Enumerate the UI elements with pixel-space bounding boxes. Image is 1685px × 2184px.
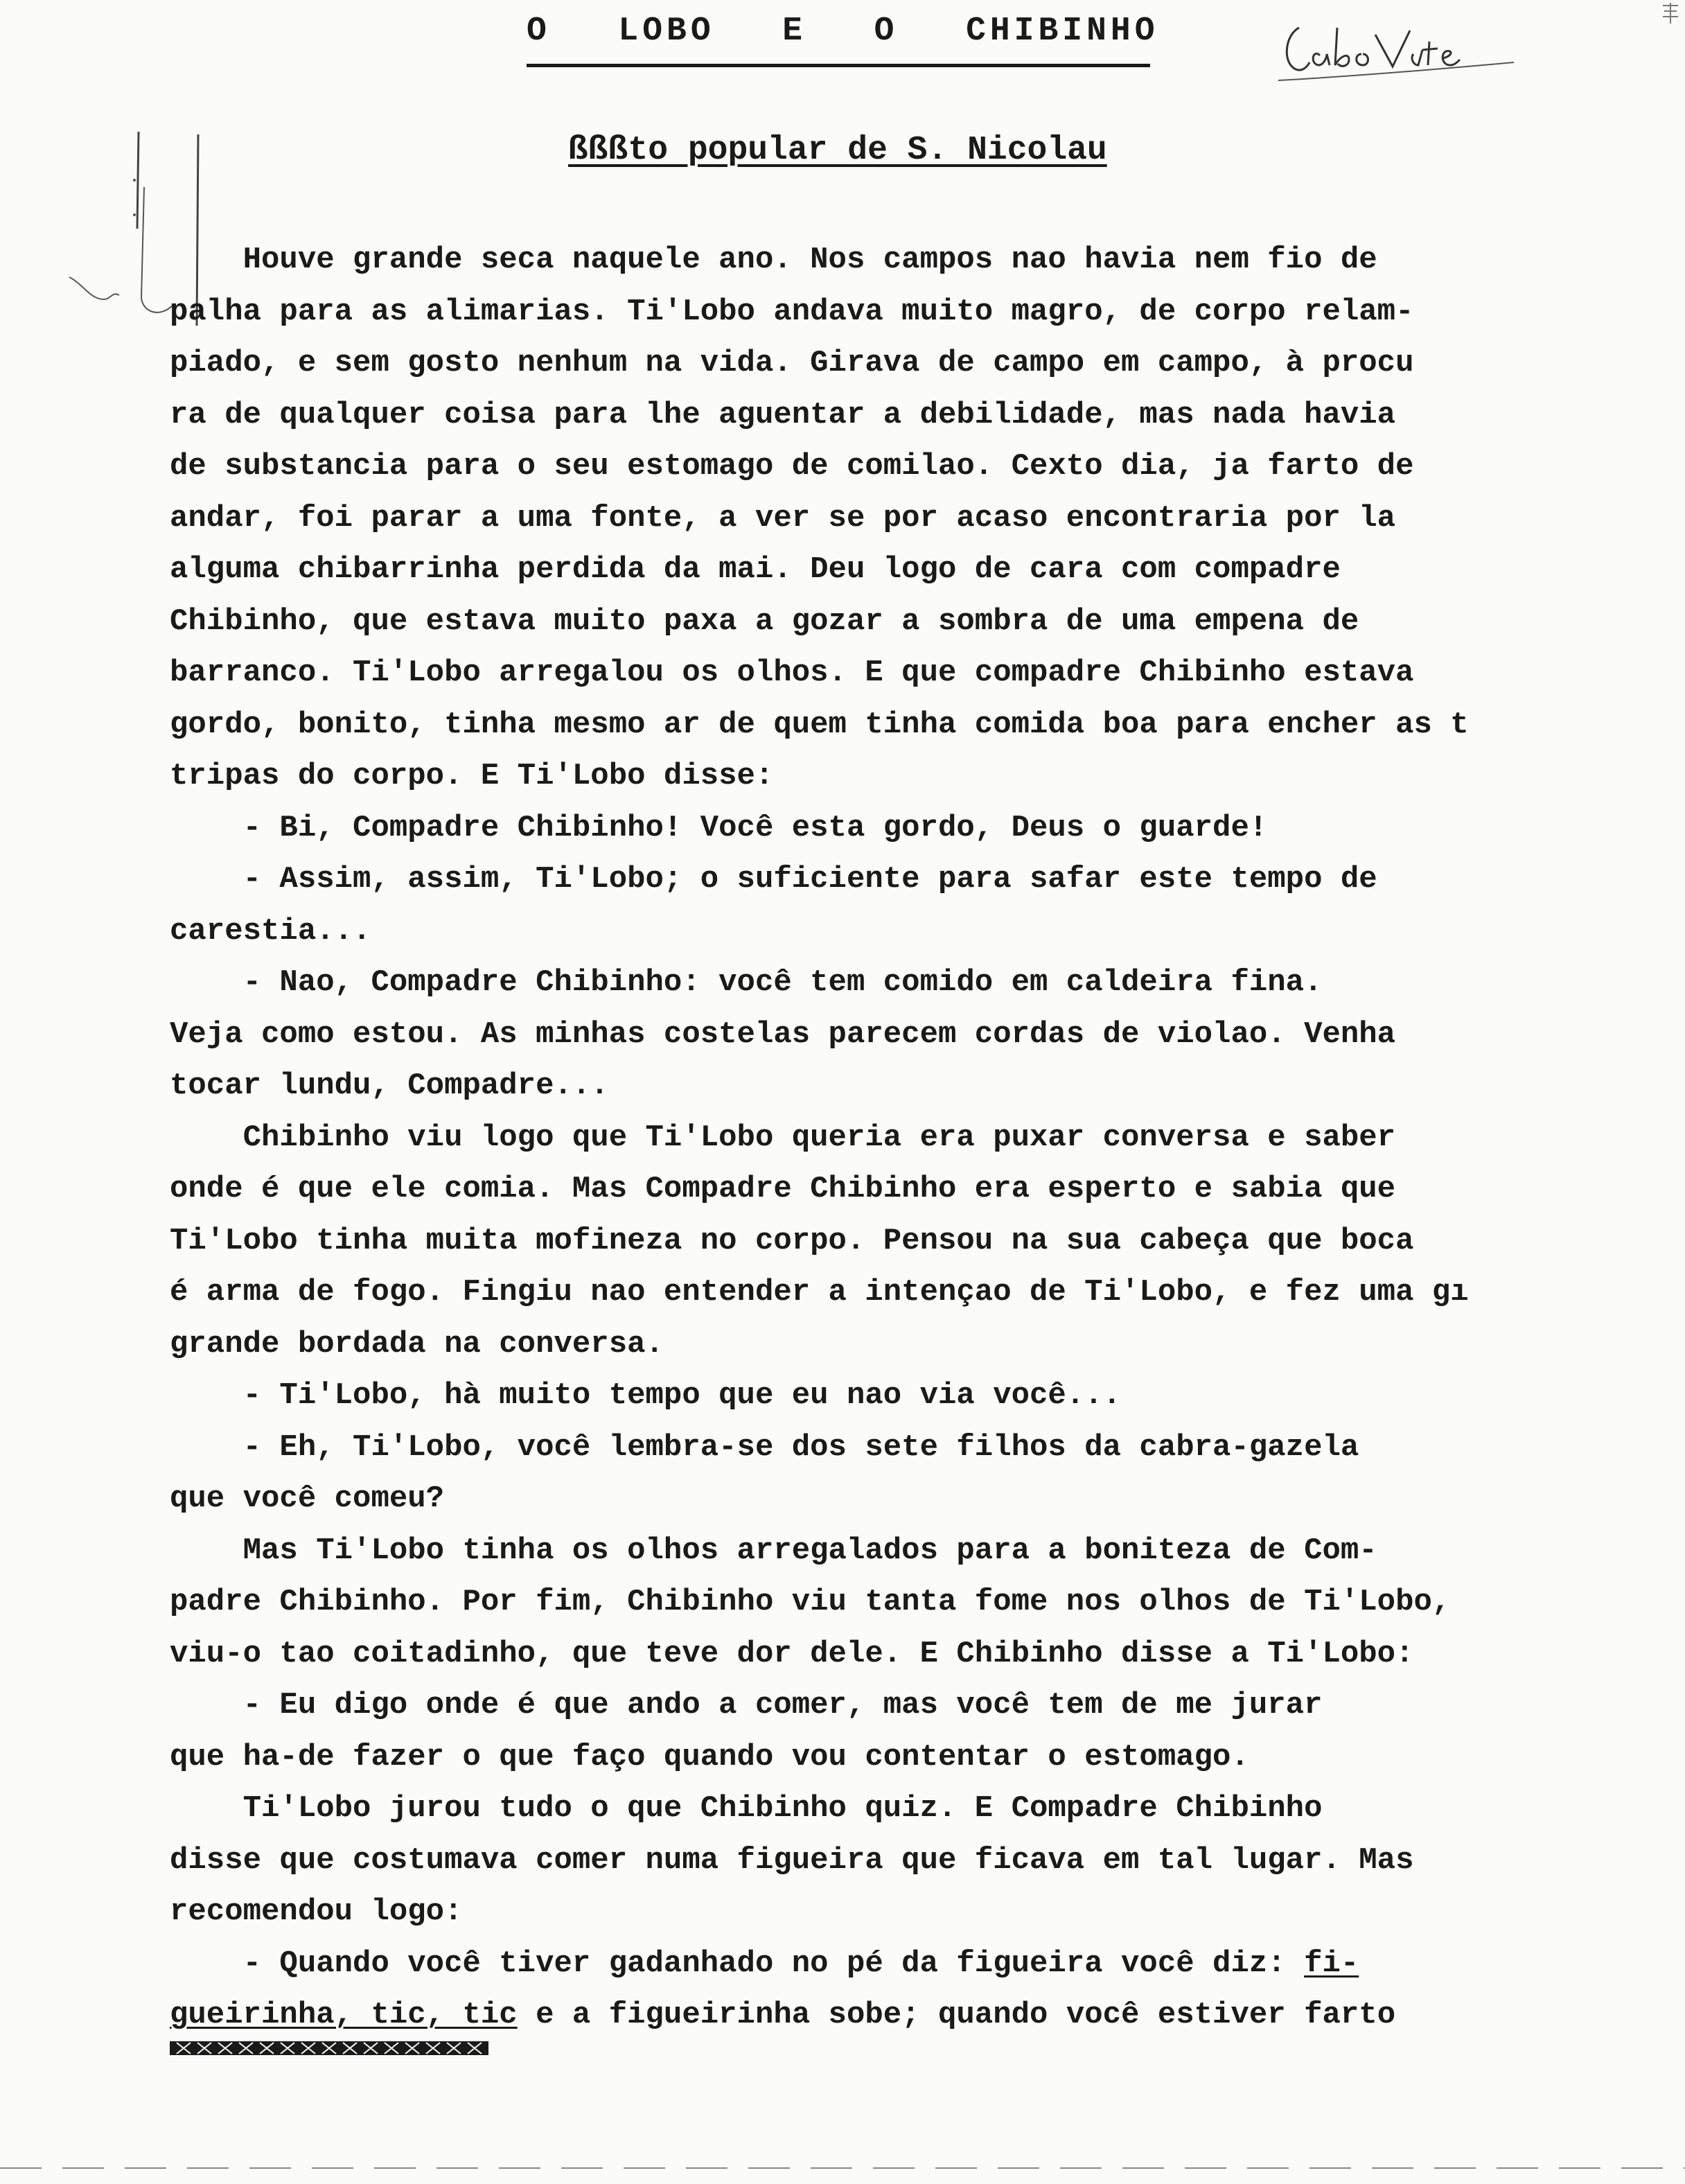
- document-title: O LOBO E O CHIBINHO: [527, 12, 1159, 50]
- text-line-with-underline: [170, 1938, 1680, 1990]
- text-line: - Nao, Compadre Chibinho: você tem comido em caldeira fina.: [170, 965, 1323, 1000]
- text-line: Chibinho viu logo que Ti'Lobo queria era puxar conversa e saber: [170, 1120, 1396, 1155]
- text-line: que você comeu?: [170, 1481, 445, 1516]
- text-line: gordo, bonito, tinha mesmo ar de quem tinha comida boa para encher as t: [170, 707, 1469, 742]
- text-line: - Ti'Lobo, hà muito tempo que eu nao via você...: [170, 1378, 1122, 1413]
- text-line: ra de qualquer coisa para lhe aguentar a debilidade, mas nada havia: [170, 397, 1396, 432]
- document-subtitle: ßßßto popular de S. Nicolau: [568, 132, 1107, 169]
- text-line: - Eu digo onde é que ando a comer, mas você tem de me jurar: [170, 1688, 1323, 1723]
- line-prefix: - Quando você tiver gadanhado no pé da figueira você diz:: [170, 1946, 1305, 1981]
- handwritten-note: [1271, 14, 1521, 90]
- text-line-with-underline: [170, 1989, 1680, 2041]
- bottom-edge-line: [0, 2167, 1685, 2169]
- text-line: Mas Ti'Lobo tinha os olhos arregalados para a boniteza de Com-: [170, 1533, 1377, 1568]
- underlined-fragment: gueirinha, tic, tic: [170, 1998, 518, 2032]
- document-body: [170, 234, 1680, 2041]
- text-line: Houve grande seca naquele ano. Nos campos nao havia nem fio de: [170, 243, 1377, 277]
- underlined-fragment: fi-: [1304, 1946, 1359, 1981]
- text-line: palha para as alimarias. Ti'Lobo andava muito magro, de corpo relam-: [170, 294, 1414, 329]
- text-line: - Assim, assim, Ti'Lobo; o suficiente para safar este tempo de: [170, 862, 1377, 897]
- text-line: - Bi, Compadre Chibinho! Você esta gordo, Deus o guarde!: [170, 810, 1268, 845]
- text-line: Ti'Lobo jurou tudo o que Chibinho quiz. E Compadre Chibinho: [170, 1791, 1323, 1826]
- text-line: que ha-de fazer o que faço quando vou contentar o estomago.: [170, 1739, 1249, 1774]
- text-line: carestia...: [170, 913, 371, 949]
- text-line: tripas do corpo. E Ti'Lobo disse:: [170, 759, 774, 793]
- title-underline: [527, 64, 1150, 67]
- text-line: padre Chibinho. Por fim, Chibinho viu tanta fome nos olhos de Ti'Lobo,: [170, 1585, 1451, 1619]
- text-line: é arma de fogo. Fingiu nao entender a intençao de Ti'Lobo, e fez uma gı: [170, 1275, 1469, 1310]
- text-line: viu-o tao coitadinho, que teve dor dele. E Chibinho disse a Ti'Lobo:: [170, 1636, 1414, 1671]
- line-suffix: e a figueirinha sobe; quando você estiver farto: [517, 1998, 1396, 2032]
- text-line: de substancia para o seu estomago de comilao. Cexto dia, ja farto de: [170, 449, 1414, 484]
- text-line: tocar lundu, Compadre...: [170, 1068, 609, 1103]
- text-line: disse que costumava comer numa figueira que ficava em tal lugar. Mas: [170, 1842, 1414, 1878]
- struck-out-text: [170, 2036, 488, 2061]
- text-line: andar, foi parar a uma fonte, a ver se por acaso encontraria por la: [170, 500, 1396, 536]
- text-line: - Eh, Ti'Lobo, você lembra-se dos sete filhos da cabra-gazela: [170, 1429, 1359, 1465]
- corner-staple-mark: [1660, 3, 1681, 30]
- text-line: Ti'Lobo tinha muita mofineza no corpo. Pensou na sua cabeça que boca: [170, 1223, 1414, 1258]
- text-line: Chibinho, que estava muito paxa a gozar a sombra de uma empena de: [170, 604, 1359, 639]
- text-line: barranco. Ti'Lobo arregalou os olhos. E que compadre Chibinho estava: [170, 655, 1414, 690]
- text-line: piado, e sem gosto nenhum na vida. Girava de campo em campo, à procu: [170, 346, 1414, 380]
- text-line: recomendou logo:: [170, 1894, 463, 1929]
- text-line: alguma chibarrinha perdida da mai. Deu logo de cara com compadre: [170, 552, 1341, 587]
- text-line: grande bordada na conversa.: [170, 1326, 664, 1362]
- text-line: Veja como estou. As minhas costelas parecem cordas de violao. Venha: [170, 1016, 1396, 1052]
- text-line: onde é que ele comia. Mas Compadre Chibinho era esperto e sabia que: [170, 1172, 1396, 1206]
